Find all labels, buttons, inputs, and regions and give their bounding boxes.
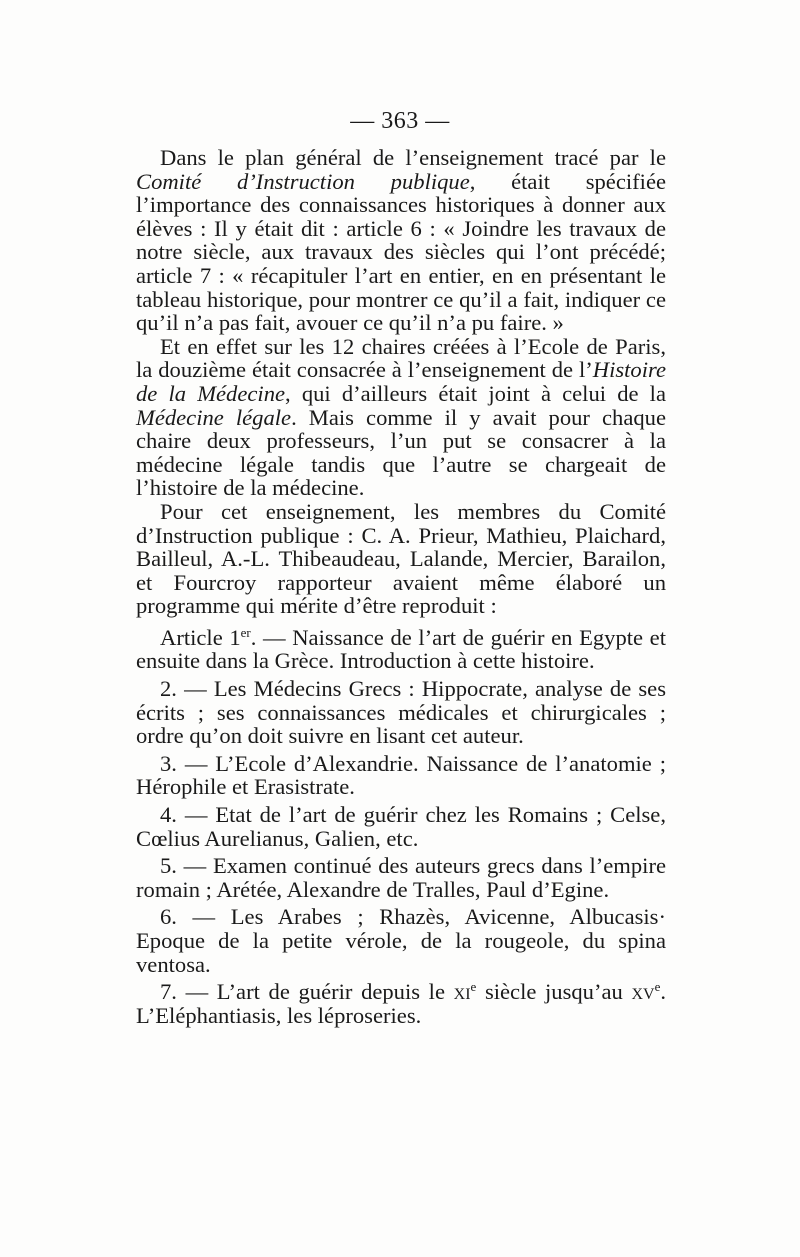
italic-histoire-medecine: Histoire de la Médecine: [136, 357, 666, 406]
text-run: Et en effet sur les 12 chaires créées à l’Ecole de Paris, la douzième était consacrée à l’enseignement de l’: [136, 333, 666, 383]
italic-comite-title: Comité d’Instruction publique: [136, 168, 470, 194]
text-run: Dans le plan général de l’enseignement tracé par le: [160, 145, 666, 170]
text-run: Pour cet enseignement, les membres du Comité d’Instruction publique : C. A. Prieur, Mathieu, Plaichard, Bailleul, A.-L. Thibeaudeau, Lalande, Mercier, Barailon, et Fourcroy rapporteur avaient même élaboré un programme qui mérite d’être reproduit :: [136, 498, 666, 619]
article-text: 5. — Examen continué des auteurs grecs dans l’empire romain ; Arétée, Alexandre de Tralles, Paul d’Egine.: [136, 853, 666, 902]
article-1: [136, 626, 666, 673]
text-run: . Mais comme il y avait pour chaque chaire deux professeurs, l’un put se consacrer à la médecine légale tandis que l’autre se chargeait de l’histoire de la médecine.: [136, 404, 666, 501]
roman-century-xv: xv: [631, 979, 655, 1005]
article-text: siècle jusqu’au: [476, 979, 632, 1005]
page-number: — 363 —: [350, 108, 450, 134]
article-2: [136, 677, 666, 748]
paragraph-plan-general: [136, 146, 666, 335]
article-6: [136, 905, 666, 976]
paragraph-chaires: [136, 335, 666, 500]
text-run: , était spécifiée l’importance des connaissances historiques à donner aux élèves : Il y était dit : article 6 : « Joindre les travaux de notre siècle, aux travaux des siècles qui l’ont précédé; article 7 : « récapituler l’art en entier, en en présentant le tableau historique, pour montrer ce qu’il a fait, indiquer ce qu’il n’a pas fait, avouer ce qu’il n’a pu faire. »: [136, 168, 666, 336]
page-text: [136, 146, 666, 1027]
article-text: . L’Eléphantiasis, les léproseries.: [136, 979, 667, 1028]
article-text: 7. — L’art de guérir depuis le: [160, 979, 454, 1005]
superscript: e: [654, 979, 661, 995]
article-4: [136, 803, 666, 850]
article-7: [136, 980, 666, 1027]
roman-century-xi: xi: [453, 979, 471, 1005]
superscript: er: [240, 624, 251, 640]
article-text: 4. — Etat de l’art de guérir chez les Romains ; Celse, Cœlius Aurelianus, Galien, etc.: [136, 802, 666, 851]
article-text: 2. — Les Médecins Grecs : Hippocrate, analyse de ses écrits ; ses connaissances médicales et chirurgicales ; ordre qu’on doit suivre en lisant cet auteur.: [136, 676, 666, 749]
article-5: [136, 854, 666, 901]
paragraph-enseignement: [136, 500, 666, 618]
article-3: [136, 752, 666, 799]
superscript: e: [470, 979, 477, 995]
text-run: , qui d’ailleurs était joint à celui de la: [285, 380, 666, 406]
article-text: 3. — L’Ecole d’Alexandrie. Naissance de l’anatomie ; Hérophile et Erasistrate.: [136, 750, 666, 800]
article-number: Article 1: [160, 624, 241, 650]
article-text: 6. — Les Arabes ; Rhazès, Avicenne, Albucasis· Epoque de la petite vérole, de la rougeole, du spina ventosa.: [136, 904, 666, 977]
italic-medecine-legale: Médecine légale: [136, 404, 292, 430]
article-text: . — Naissance de l’art de guérir en Egypte et ensuite dans la Grèce. Introduction à cette histoire.: [136, 624, 666, 674]
